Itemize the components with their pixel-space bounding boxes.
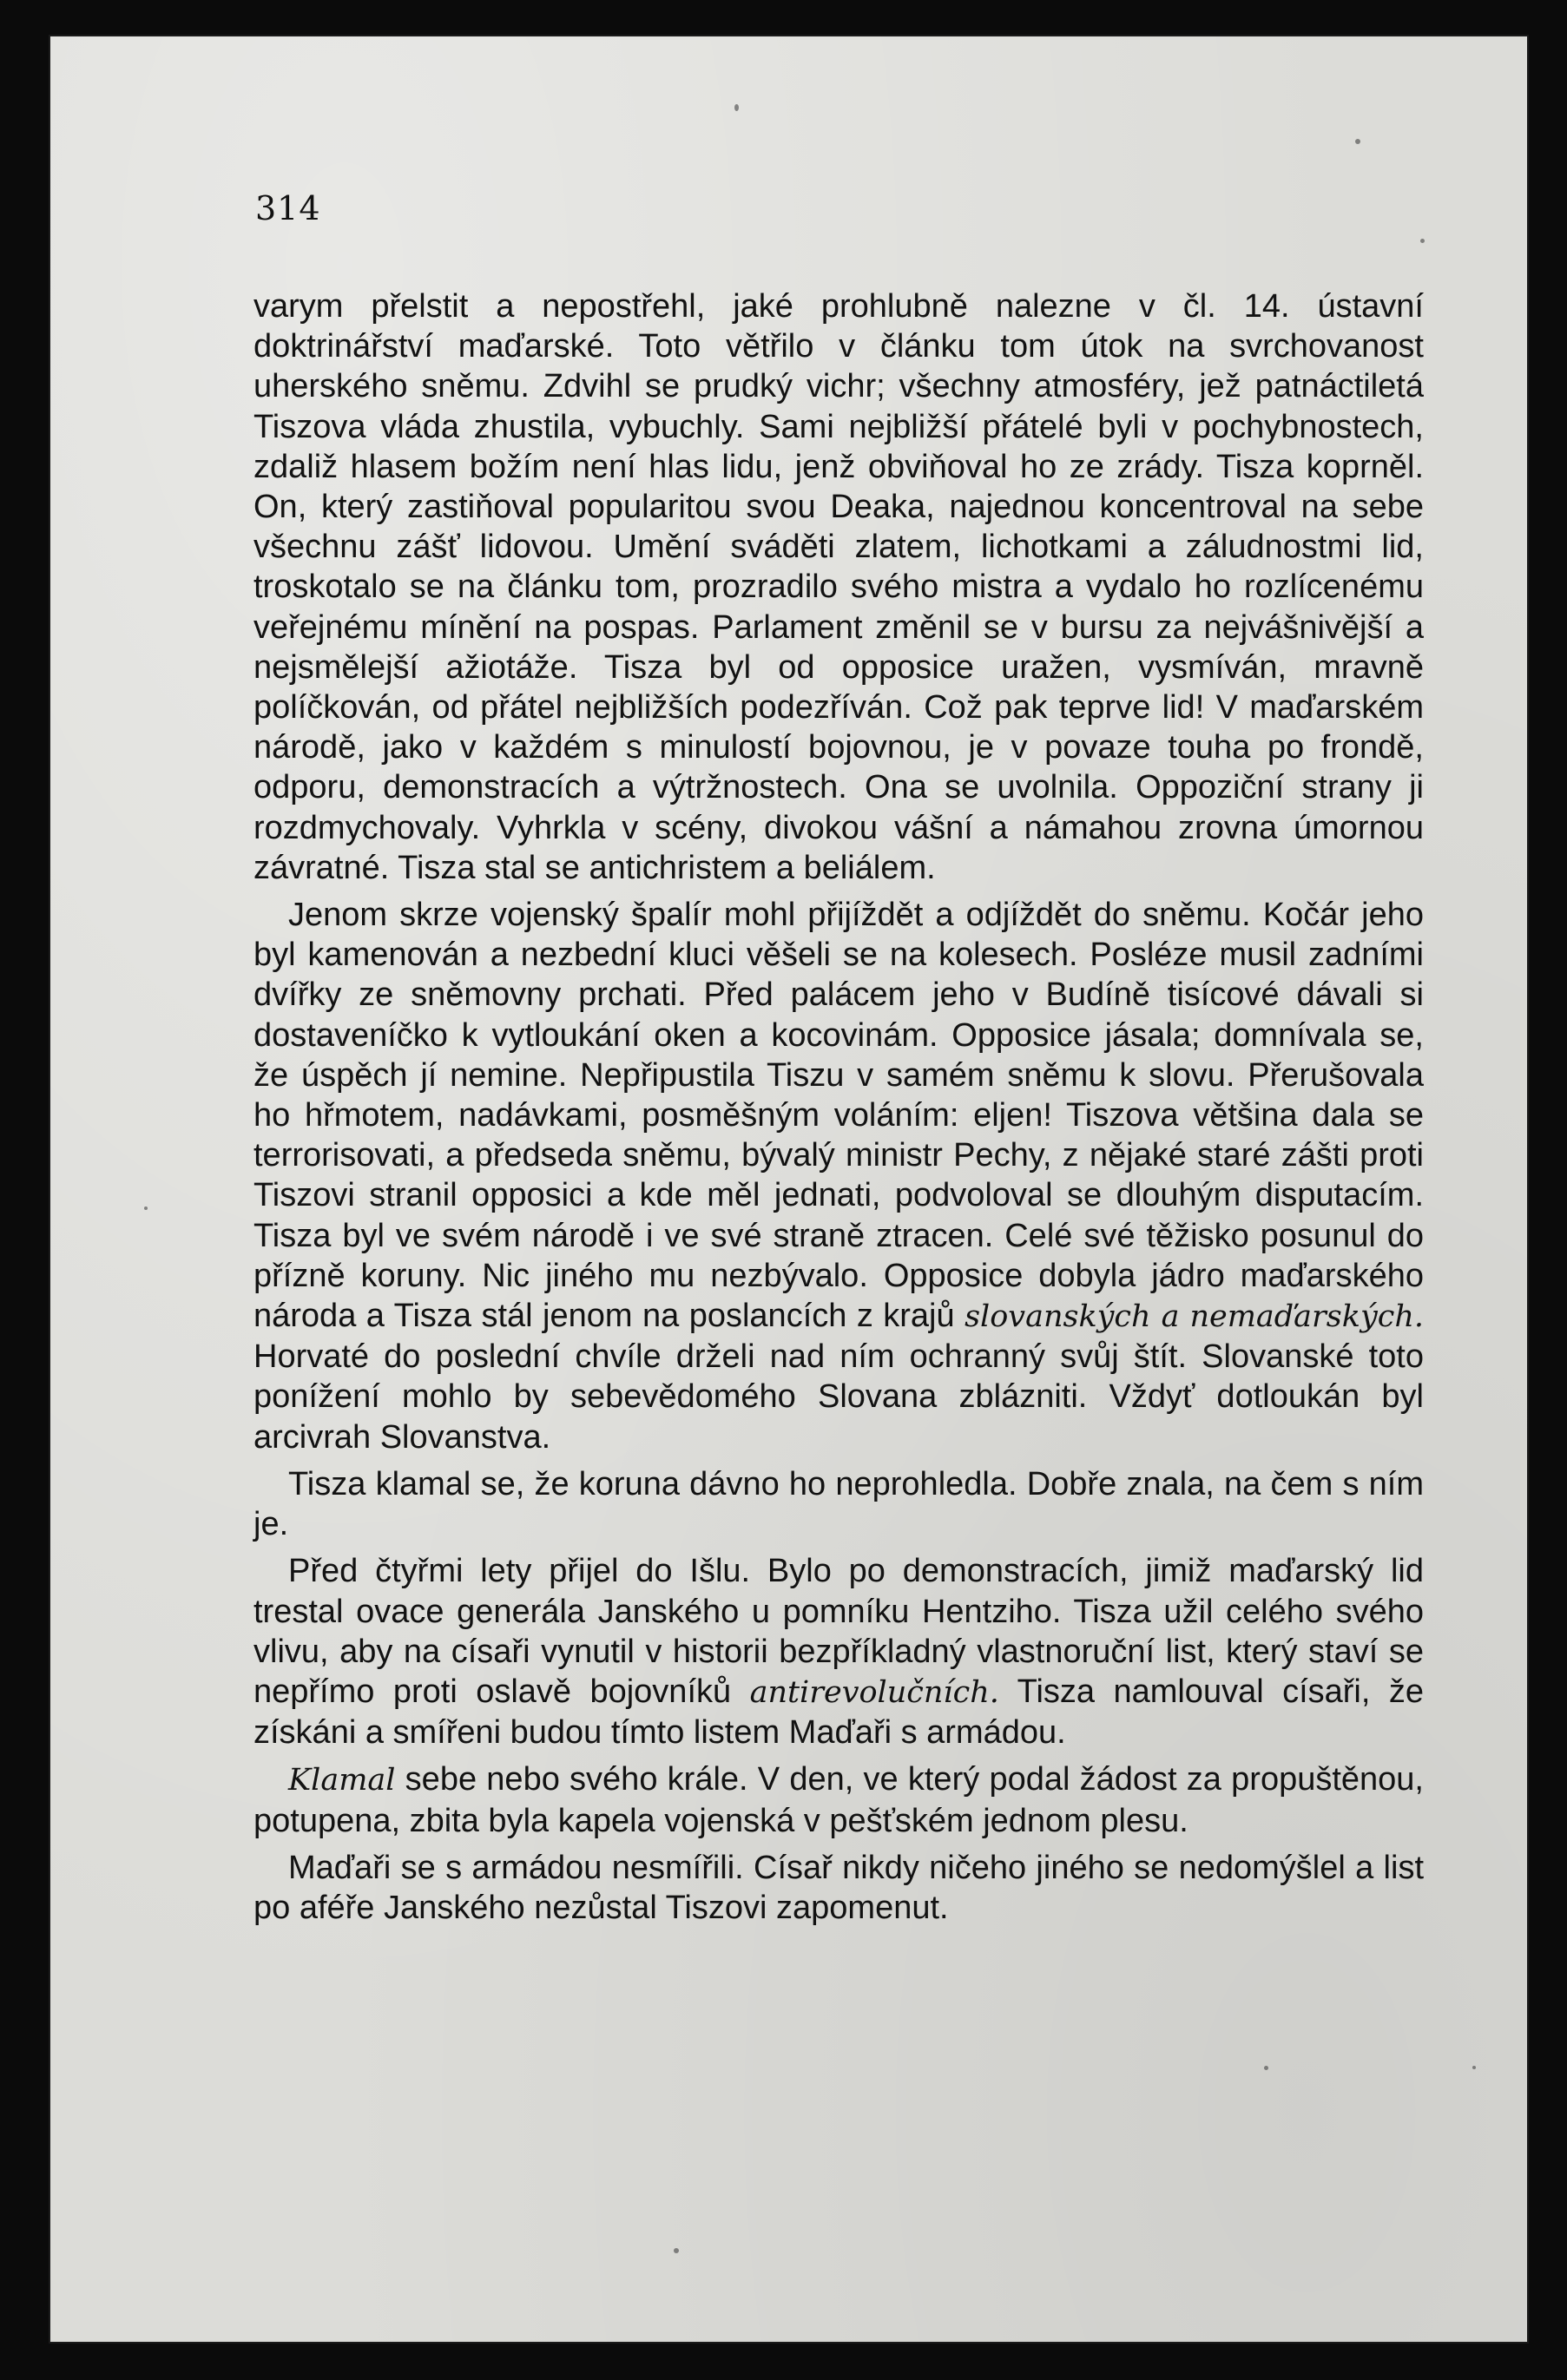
page-number: 314 xyxy=(255,189,321,227)
scan-speck xyxy=(1420,239,1425,243)
italic-text: Klamal xyxy=(288,1763,396,1798)
paragraph xyxy=(253,1759,1424,1840)
paragraph-text: Před čtyřmi lety přijel do Išlu. Bylo po demonstracích, jimiž maďarský lid trestal ovace generála Janského u pomníku Hentziho. Tisza užil celého svého vlivu, aby na císaři vynutil v historii bezpříkladný vlastnoruční list, který staví se nepřímo proti oslavě bojovníků xyxy=(253,1553,1424,1710)
scan-speck xyxy=(1264,2066,1268,2070)
paragraph-text: Maďaři se s armádou nesmířili. Císař nikdy ničeho jiného se nedomýšlel a list po aféře Janského nezůstal Tiszovi zapomenut. xyxy=(253,1849,1424,1926)
italic-text: antirevolučních. xyxy=(749,1674,999,1710)
paragraph-text: sebe nebo svého krále. V den, ve který podal žádost za propuštěnou, potupena, zbita byla kapela vojenská v pešťském jednom plesu. xyxy=(253,1761,1424,1839)
paragraph xyxy=(253,1464,1424,1544)
italic-text: slovanských a nemaďarských. xyxy=(965,1299,1424,1335)
book-page xyxy=(49,35,1529,2344)
paragraph-text: Tisza namlouval císaři, že získáni a smířeni budou tímto listem Maďaři s armádou. xyxy=(253,1673,1424,1752)
scan-speck xyxy=(144,1206,148,1210)
paragraph-text: Jenom skrze vojenský špalír mohl přijíždět a odjíždět do sněmu. Kočár jeho byl kamenován a nezbední kluci věšeli se na kolesech. Posléze musil zadními dvířky ze sněmovny prchati. Před palácem jeho v Budíně tisícové dávali si dostaveníčko k vytloukání oken a kocovinám. Opposice jásala; domnívala se, že úspěch jí nemine. Nepřipustila Tiszu v samém sněmu k slovu. Přerušovala ho hřmotem, nadávkami, posměšným voláním: eljen! Tiszova většina dala se terrorisovati, a předseda sněmu, bývalý ministr Pechy, z nějaké staré zášti proti Tiszovi stranil opposici a kde měl jednati, podvoloval se dlouhým disputacím. Tisza byl ve svém národě i ve své straně ztracen. Celé své těžisko posunul do přízně koruny. Nic jiného mu nezbývalo. Opposice dobyla jádro maďarského národa a Tisza stál jenom na poslancích z krajů xyxy=(253,897,1424,1335)
paragraph-text: Tisza klamal se, že koruna dávno ho neprohledla. Dobře znala, na čem s ním je. xyxy=(253,1465,1424,1543)
scan-speck xyxy=(1472,2066,1476,2069)
scan-speck xyxy=(1355,139,1360,144)
paragraph-text: Horvaté do poslední chvíle drželi nad ním ochranný svůj štít. Slovanské toto ponížení mohlo by sebevědomého Slovana zblázniti. Vždyť dotloukán byl arcivrah Slovanstva. xyxy=(253,1338,1424,1456)
paragraph xyxy=(253,286,1424,888)
paragraph-text: varym přelstit a nepostřehl, jaké prohlubně nalezne v čl. 14. ústavní doktrinářství maďarské. Toto větřilo v článku tom útok na svrchovanost uherského sněmu. Zdvihl se prudký vichr; všechny atmosféry, jež patnáctiletá Tiszova vláda zhustila, vybuchly. Sami nejbližší přátelé byli v pochybnostech, zdaliž hlasem božím není hlas lidu, jenž obviňoval ho ze zrády. Tisza koprněl. On, který zastiňoval popularitou svou Deaka, najednou koncentroval na sebe všechnu zášť lidovou. Umění sváděti zlatem, lichotkami a záludnostmi lid, troskotalo se na článku tom, prozradilo svého mistra a vydalo ho rozlícenému veřejnému mínění na pospas. Parlament změnil se v bursu za nejvášnivější a nejsmělejší ažiotáže. Tisza byl od opposice uražen, vysmíván, mravně políčkován, od přátel nejbližších podezříván. Což pak teprve lid! V maďarském národě, jako v každém s minulostí bojovnou, je v povaze touha po frondě, odporu, demonstracích a výtržnostech. Ona se uvolnila. Oppoziční strany ji rozdmychovaly. Vyhrkla v scény, divokou vášní a námahou zrovna úmornou závratné. Tisza stal se antichristem a beliálem. xyxy=(253,288,1424,886)
paragraph xyxy=(253,1551,1424,1752)
body-text xyxy=(253,286,1424,1928)
paragraph xyxy=(253,1848,1424,1928)
scan-speck xyxy=(674,2248,679,2253)
scan-speck xyxy=(734,104,739,111)
paragraph xyxy=(253,895,1424,1457)
